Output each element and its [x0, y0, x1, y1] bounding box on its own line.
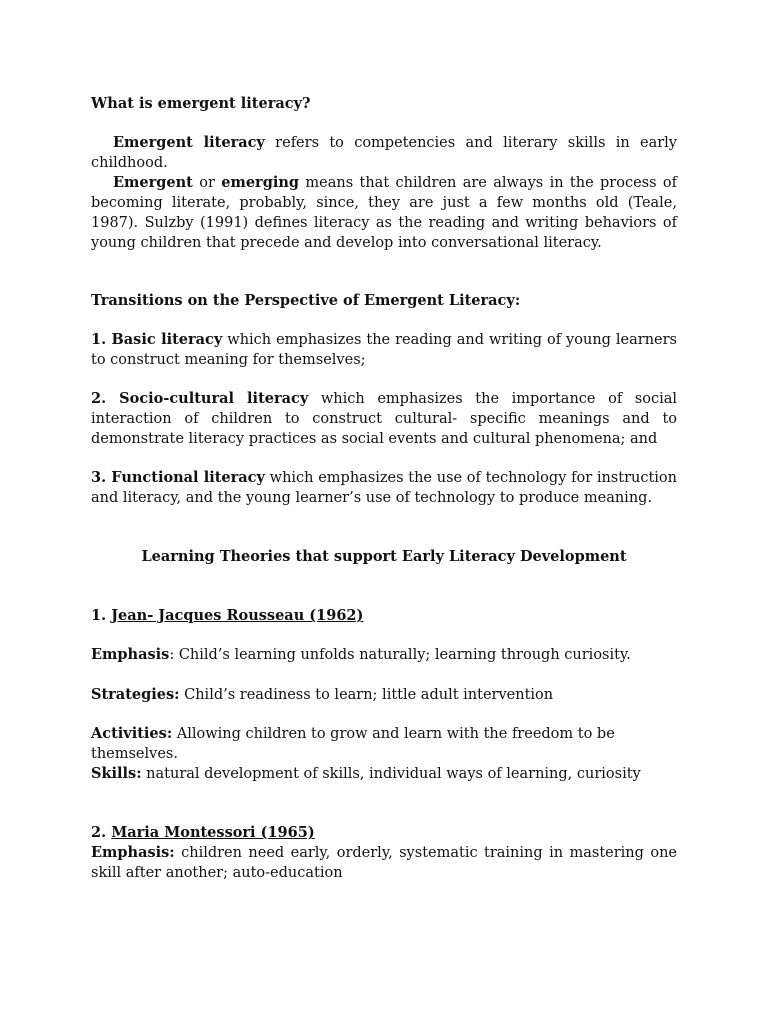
theory-1-skills: Skills: natural development of skills, individual ways of learning, curiosity	[91, 765, 641, 782]
question-heading: What is emergent literacy?	[91, 95, 311, 112]
definition-paragraph-2: Emergent or emerging means that children are always in the process of becoming literate, probably, since, they are just a few months old (Teale, 1987). Sulzby (1991) defines literacy as the reading and writing behaviors of young children that precede and develop into conversational literacy.	[91, 174, 677, 251]
theory-1-activities: Activities: Allowing children to grow and learn with the freedom to be themselves.	[91, 725, 615, 762]
term-emergent-literacy: Emergent literacy	[113, 134, 265, 151]
term-emerging: emerging	[221, 174, 300, 191]
theory-2-heading: 2. Maria Montessori (1965)	[91, 824, 315, 841]
transitions-heading: Transitions on the Perspective of Emergent Literacy:	[91, 292, 521, 309]
theory-1-emphasis: Emphasis: Child’s learning unfolds naturally; learning through curiosity.	[91, 646, 631, 663]
transition-item-2: 2. Socio-cultural literacy which emphasizes the importance of social interaction of children to construct cultural- specific meanings and to demonstrate literacy practices as social events and cultural phenomena; and	[91, 390, 677, 447]
theory-2-name: Maria Montessori (1965)	[111, 824, 315, 841]
transition-item-3: 3. Functional literacy which emphasizes the use of technology for instruction and literacy, and the young learner’s use of technology to produce meaning.	[91, 469, 677, 506]
definition-paragraph-1: Emergent literacy refers to competencies and literary skills in early childhood.	[91, 134, 677, 171]
theory-1-name: Jean- Jacques Rousseau (1962)	[111, 607, 364, 624]
transition-item-1: 1. Basic literacy which emphasizes the reading and writing of young learners to construct meaning for themselves;	[91, 331, 677, 368]
theories-heading: Learning Theories that support Early Literacy Development	[141, 548, 627, 565]
theory-2-emphasis: Emphasis: children need early, orderly, systematic training in mastering one skill after another; auto-education	[91, 844, 677, 881]
theory-1-strategies: Strategies: Child’s readiness to learn; little adult intervention	[91, 686, 554, 703]
term-emergent: Emergent	[113, 174, 193, 191]
theory-1-heading: 1. Jean- Jacques Rousseau (1962)	[91, 607, 364, 624]
